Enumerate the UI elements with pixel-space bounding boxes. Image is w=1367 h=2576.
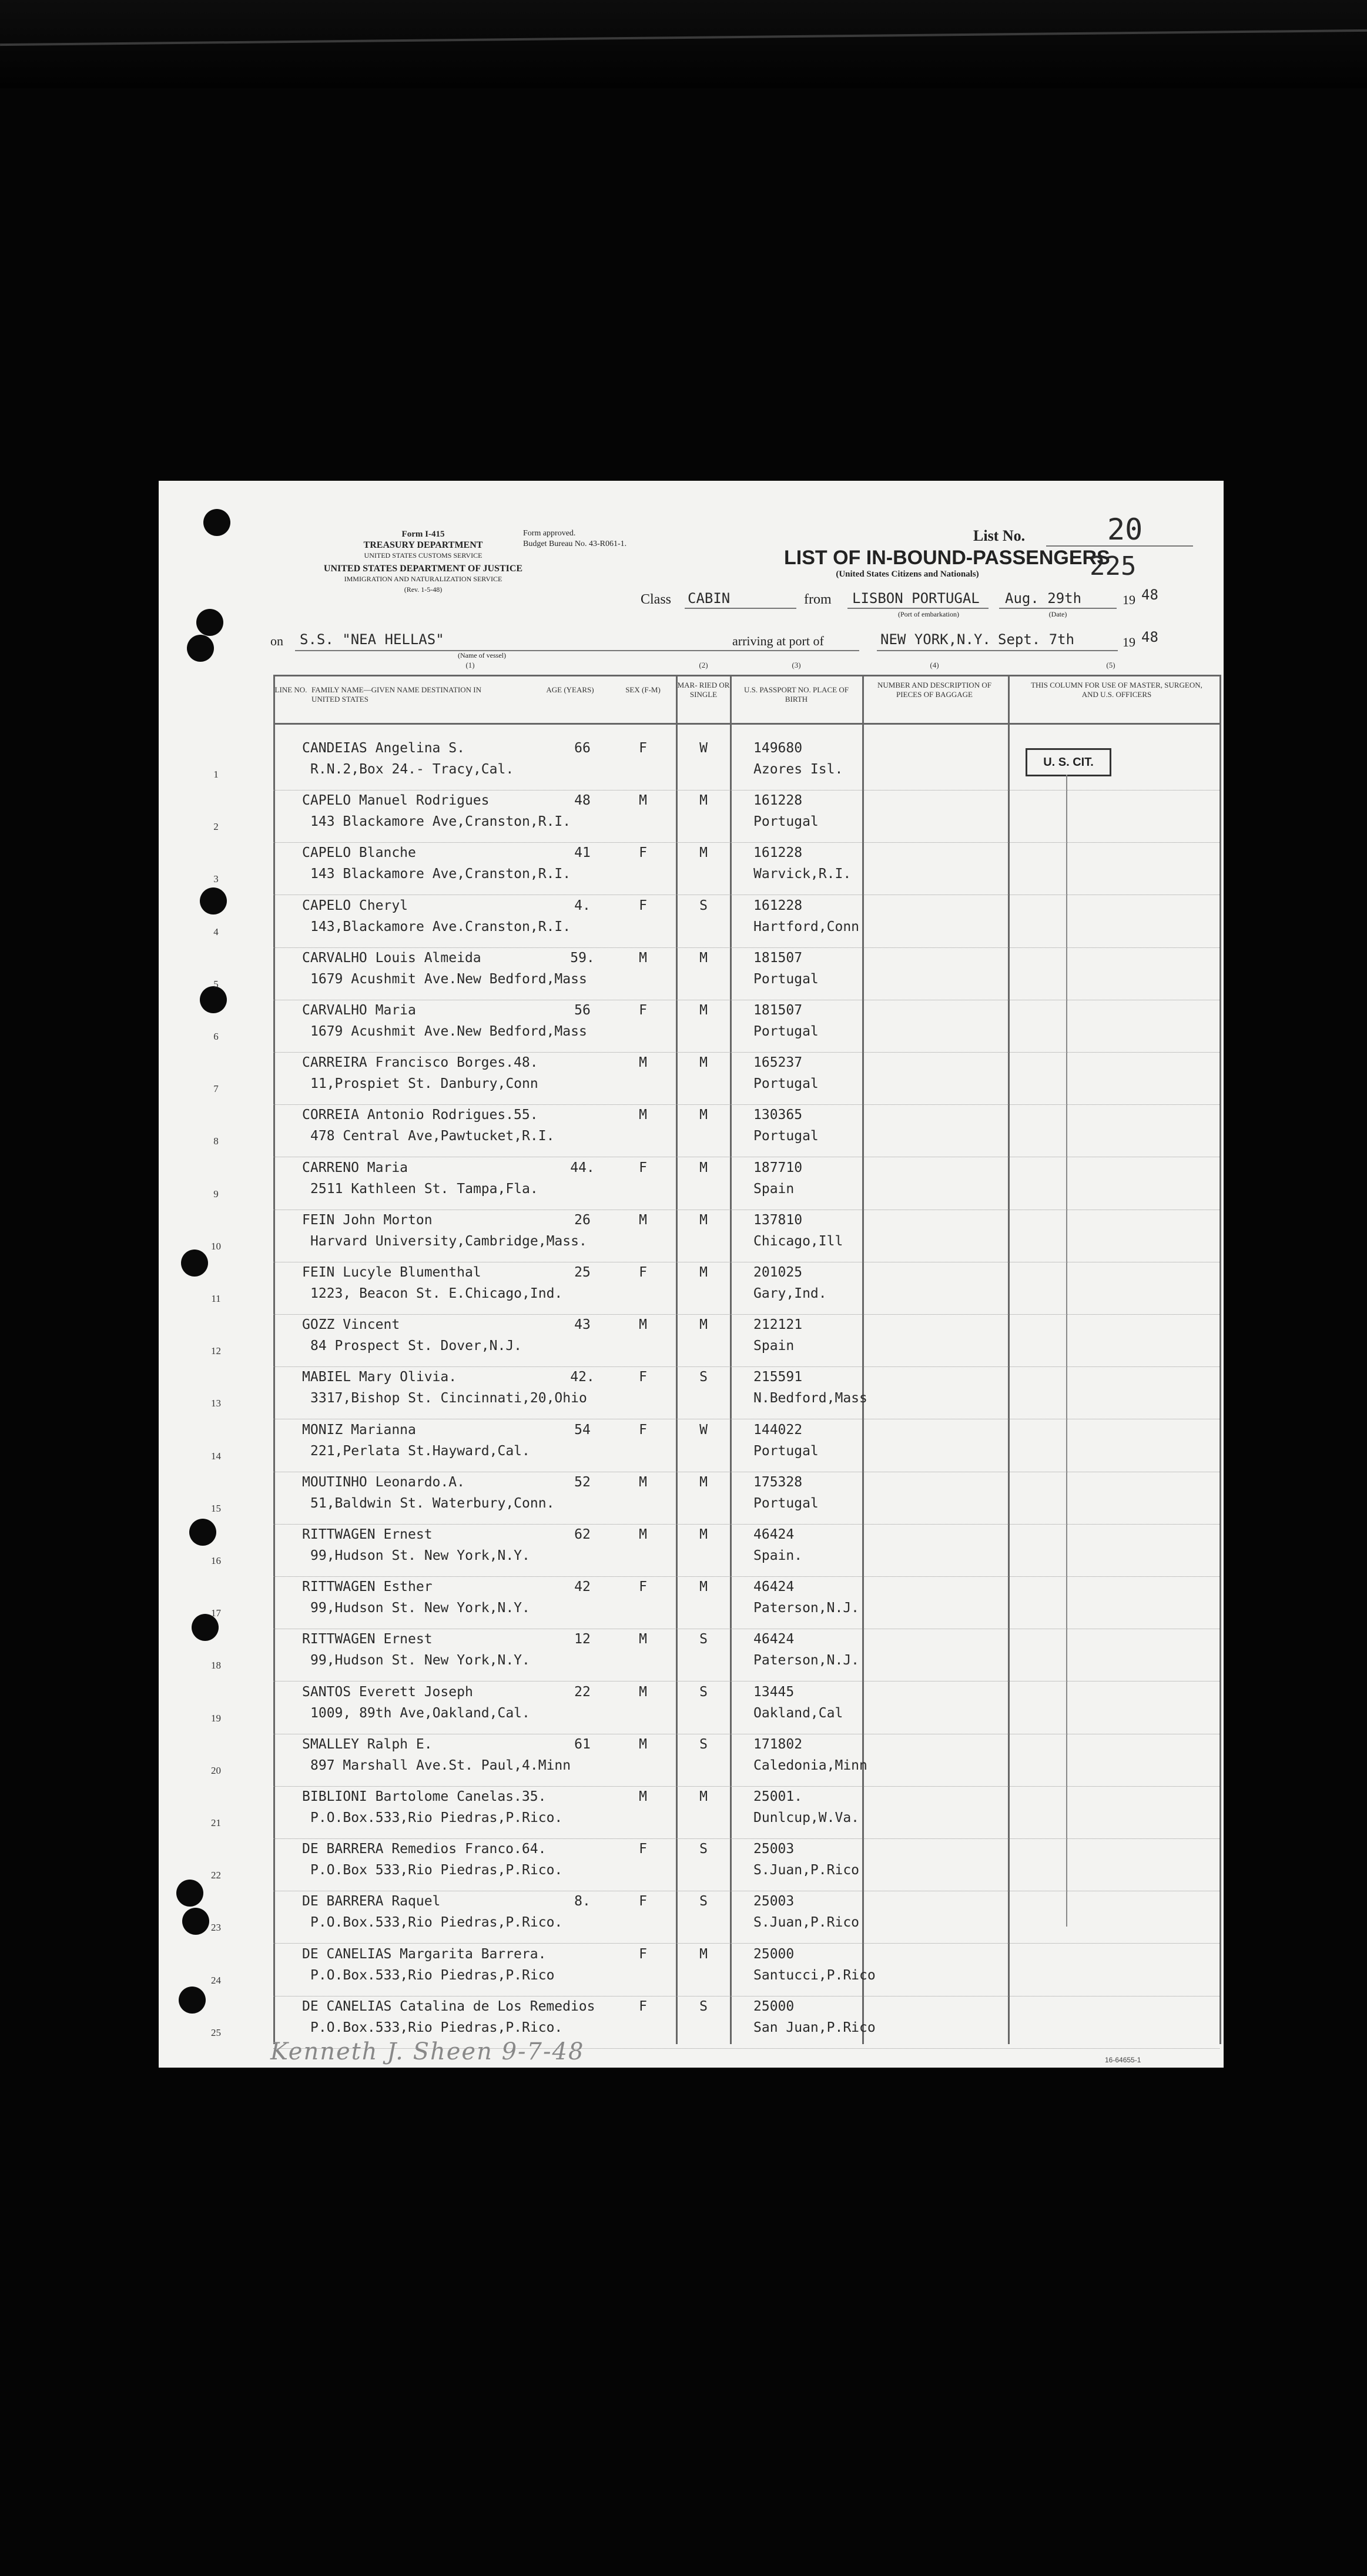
passport-number: 161228 xyxy=(753,897,803,913)
passenger-name: FEIN John Morton xyxy=(302,1212,433,1228)
passenger-sex: M xyxy=(639,1632,647,1647)
class-label: Class xyxy=(641,592,672,607)
marital-status: M xyxy=(699,1160,708,1175)
list-no-value: 20 xyxy=(1107,512,1143,547)
passport-number: 46424 xyxy=(753,1579,795,1595)
line-number: 1 xyxy=(213,769,219,780)
col-baggage: NUMBER AND DESCRIPTION OF PIECES OF BAGGAGE xyxy=(877,681,991,699)
passenger-sex: F xyxy=(639,897,647,913)
passport-number: 25000 xyxy=(753,1998,795,2014)
passenger-name: DE BARRERA Remedios Franco.64. xyxy=(302,1841,547,1857)
marital-status: M xyxy=(699,845,708,861)
destination-address: 99,Hudson St. New York,N.Y. xyxy=(310,1653,530,1669)
form-approved: Form approved. xyxy=(523,529,576,538)
place-of-birth: Caledonia,Minn xyxy=(753,1757,867,1773)
passenger-name: CAPELO Cheryl xyxy=(302,897,408,913)
form-number: Form I-415 xyxy=(401,530,445,539)
table-row xyxy=(159,1368,1224,1421)
passenger-name: SMALLEY Ralph E. xyxy=(302,1736,433,1752)
table-row xyxy=(159,1316,1224,1368)
passport-number: 130365 xyxy=(753,1107,803,1123)
passport-number: 25003 xyxy=(753,1841,795,1857)
row-rule xyxy=(273,1576,1219,1577)
on-label: on xyxy=(270,634,283,648)
col-num-1: (1) xyxy=(465,661,475,669)
passenger-name: MOUTINHO Leonardo.A. xyxy=(302,1474,465,1490)
passport-number: 25003 xyxy=(753,1894,795,1910)
marital-status: W xyxy=(699,1422,708,1438)
place-of-birth: S.Juan,P.Rico xyxy=(753,1863,860,1878)
table-row xyxy=(159,1106,1224,1158)
place-of-birth: Santucci,P.Rico xyxy=(753,1967,876,1983)
passenger-sex: F xyxy=(639,1894,647,1910)
marital-status: M xyxy=(699,1789,708,1804)
marital-status: S xyxy=(699,1632,708,1647)
passenger-sex: M xyxy=(639,1212,647,1228)
destination-address: P.O.Box.533,Rio Piedras,P.Rico. xyxy=(310,2019,563,2035)
marital-status: M xyxy=(699,1107,708,1123)
table-row xyxy=(159,1630,1224,1683)
place-of-birth: Spain xyxy=(753,1181,795,1197)
arrival-port: NEW YORK,N.Y. xyxy=(880,631,991,648)
row-rule xyxy=(273,1943,1219,1944)
line-number: 3 xyxy=(213,873,219,885)
place-of-birth: Dunlcup,W.Va. xyxy=(753,1810,860,1825)
table-row xyxy=(159,1054,1224,1106)
place-of-birth: Paterson,N.J. xyxy=(753,1600,860,1616)
passport-number: 212121 xyxy=(753,1317,803,1333)
passport-number: 201025 xyxy=(753,1265,803,1280)
line-number: 25 xyxy=(211,2026,221,2038)
arrival-year: 48 xyxy=(1141,629,1158,645)
passenger-age: 26 xyxy=(574,1212,591,1228)
passenger-name: CORREIA Antonio Rodrigues.55. xyxy=(302,1107,538,1123)
passenger-name: BIBLIONI Bartolome Canelas.35. xyxy=(302,1789,547,1804)
passenger-sex: M xyxy=(639,793,647,809)
passport-number: 161228 xyxy=(753,845,803,861)
passenger-sex: F xyxy=(639,1369,647,1385)
destination-address: P.O.Box.533,Rio Piedras,P.Rico xyxy=(310,1967,555,1983)
line-number: 6 xyxy=(213,1031,219,1042)
place-of-birth: Spain xyxy=(753,1338,795,1354)
place-of-birth: S.Juan,P.Rico xyxy=(753,1915,860,1931)
treasury-dept: TREASURY DEPARTMENT xyxy=(363,540,483,550)
col-num-4: (4) xyxy=(930,661,939,669)
line-number: 8 xyxy=(213,1135,219,1147)
port-embark-caption: (Port of embarkation) xyxy=(898,610,959,618)
place-of-birth: N.Bedford,Mass xyxy=(753,1391,867,1406)
passport-number: 46424 xyxy=(753,1632,795,1647)
line-number: 23 xyxy=(211,1922,221,1934)
destination-address: 143,Blackamore Ave.Cranston,R.I. xyxy=(310,919,571,934)
table-row xyxy=(159,844,1224,896)
passenger-name: CANDEIAS Angelina S. xyxy=(302,741,465,756)
destination-address: 478 Central Ave,Pawtucket,R.I. xyxy=(310,1128,555,1144)
line-number: 2 xyxy=(213,821,219,833)
passenger-list-document xyxy=(159,481,1224,2068)
passenger-sex: F xyxy=(639,1579,647,1595)
row-rule xyxy=(273,1314,1219,1315)
destination-address: 2511 Kathleen St. Tampa,Fla. xyxy=(310,1181,538,1197)
col-num-3: (3) xyxy=(792,661,801,669)
destination-address: P.O.Box.533,Rio Piedras,P.Rico. xyxy=(310,1810,563,1825)
marital-status: S xyxy=(699,1841,708,1857)
table-row xyxy=(159,1788,1224,1840)
passenger-age: 44. xyxy=(570,1160,595,1175)
line-number: 7 xyxy=(213,1083,219,1095)
marital-status: M xyxy=(699,950,708,966)
marital-status: S xyxy=(699,897,708,913)
passenger-sex: M xyxy=(639,1684,647,1700)
row-rule xyxy=(273,1996,1219,1997)
table-row xyxy=(159,1683,1224,1736)
row-rule xyxy=(273,1104,1219,1105)
scan-background xyxy=(0,0,1367,88)
place-of-birth: Portugal xyxy=(753,814,819,830)
destination-address: 99,Hudson St. New York,N.Y. xyxy=(310,1600,530,1616)
arriving-label: arriving at port of xyxy=(732,634,824,648)
passenger-age: 54 xyxy=(574,1422,591,1438)
departure-date: Aug. 29th xyxy=(1005,590,1082,607)
passenger-name: DE CANELIAS Catalina de Los Remedios xyxy=(302,1998,595,2014)
passenger-age: 48 xyxy=(574,793,591,809)
line-number: 15 xyxy=(211,1502,221,1514)
passenger-name: MONIZ Marianna xyxy=(302,1422,416,1438)
marital-status: M xyxy=(699,1055,708,1071)
passenger-sex: M xyxy=(639,1789,647,1804)
row-rule xyxy=(273,1838,1219,1839)
departure-year: 48 xyxy=(1141,587,1158,603)
row-rule xyxy=(273,947,1219,948)
customs-service: UNITED STATES CUSTOMS SERVICE xyxy=(364,551,483,560)
passenger-age: 22 xyxy=(574,1684,591,1700)
row-rule xyxy=(273,1366,1219,1367)
justice-dept: UNITED STATES DEPARTMENT OF JUSTICE xyxy=(323,564,523,574)
passenger-name: CARRENO Maria xyxy=(302,1160,408,1175)
line-number: 4 xyxy=(213,926,219,937)
us-citizen-stamp: U. S. CIT. xyxy=(1026,748,1111,776)
table-row xyxy=(159,1001,1224,1054)
passenger-sex: M xyxy=(639,1317,647,1333)
passenger-sex: F xyxy=(639,1003,647,1018)
marital-status: M xyxy=(699,1946,708,1962)
marital-status: S xyxy=(699,1369,708,1385)
passenger-name: CAPELO Manuel Rodrigues xyxy=(302,793,490,809)
line-number: 14 xyxy=(211,1450,221,1462)
marital-status: S xyxy=(699,1736,708,1752)
passenger-age: 41 xyxy=(574,845,591,861)
passport-number: 181507 xyxy=(753,1003,803,1018)
destination-address: 99,Hudson St. New York,N.Y. xyxy=(310,1548,530,1563)
passport-number: 25001. xyxy=(753,1789,803,1804)
passport-number: 137810 xyxy=(753,1212,803,1228)
destination-address: P.O.Box 533,Rio Piedras,P.Rico. xyxy=(310,1863,563,1878)
col-num-2: (2) xyxy=(699,661,708,669)
passport-number: 165237 xyxy=(753,1055,803,1071)
class-value: CABIN xyxy=(688,590,731,607)
row-rule xyxy=(273,842,1219,843)
line-number: 10 xyxy=(211,1240,221,1252)
passenger-name: CARVALHO Maria xyxy=(302,1003,416,1018)
place-of-birth: Portugal xyxy=(753,1024,819,1039)
date-caption: (Date) xyxy=(1048,610,1067,618)
passenger-age: 4. xyxy=(574,897,591,913)
passenger-name: CAPELO Blanche xyxy=(302,845,416,861)
page-title: LIST OF IN-BOUND-PASSENGERS xyxy=(784,547,1110,569)
place-of-birth: Oakland,Cal xyxy=(753,1705,843,1721)
col-line-no: LINE NO. xyxy=(274,685,307,694)
passenger-sex: M xyxy=(639,1474,647,1490)
passenger-age: 42. xyxy=(570,1369,595,1385)
budget-bureau: Budget Bureau No. 43-R061-1. xyxy=(523,540,627,548)
row-rule xyxy=(273,1524,1219,1525)
marital-status: S xyxy=(699,1998,708,2014)
from-label: from xyxy=(804,592,832,607)
col-age: AGE (YEARS) xyxy=(546,685,594,694)
destination-address: 1679 Acushmit Ave.New Bedford,Mass xyxy=(310,1024,587,1039)
passenger-age: 52 xyxy=(574,1474,591,1490)
vessel-name: S.S. "NEA HELLAS" xyxy=(300,631,444,648)
passenger-name: CARVALHO Louis Almeida xyxy=(302,950,481,966)
place-of-birth: Portugal xyxy=(753,1076,819,1092)
marital-status: M xyxy=(699,1212,708,1228)
passenger-age: 25 xyxy=(574,1265,591,1280)
destination-address: R.N.2,Box 24.- Tracy,Cal. xyxy=(310,762,514,777)
line-number: 11 xyxy=(211,1293,221,1304)
marital-status: W xyxy=(699,741,708,756)
marital-status: S xyxy=(699,1684,708,1700)
passenger-sex: M xyxy=(639,1055,647,1071)
line-number: 20 xyxy=(211,1764,221,1776)
arrival-date: Sept. 7th xyxy=(998,631,1075,648)
row-rule xyxy=(273,1052,1219,1053)
place-of-birth: Hartford,Conn xyxy=(753,919,860,934)
destination-address: Harvard University,Cambridge,Mass. xyxy=(310,1233,587,1249)
passenger-sex: M xyxy=(639,1736,647,1752)
line-number: 19 xyxy=(211,1712,221,1724)
print-code: 16-64655-1 xyxy=(1105,2056,1141,2064)
immigration-service: IMMIGRATION AND NATURALIZATION SERVICE xyxy=(344,575,502,583)
col-passport: U.S. PASSPORT NO. PLACE OF BIRTH xyxy=(743,685,849,704)
passenger-sex: M xyxy=(639,1527,647,1542)
destination-address: P.O.Box.533,Rio Piedras,P.Rico. xyxy=(310,1915,563,1931)
vessel-caption: (Name of vessel) xyxy=(458,651,506,659)
passport-number: 175328 xyxy=(753,1474,803,1490)
place-of-birth: Chicago,Ill xyxy=(753,1233,843,1249)
destination-address: 1009, 89th Ave,Oakland,Cal. xyxy=(310,1705,530,1721)
passenger-name: GOZZ Vincent xyxy=(302,1317,400,1333)
passenger-age: 62 xyxy=(574,1527,591,1542)
passenger-name: SANTOS Everett Joseph xyxy=(302,1684,473,1700)
passenger-sex: F xyxy=(639,1422,647,1438)
passenger-sex: F xyxy=(639,741,647,756)
passenger-name: RITTWAGEN Ernest xyxy=(302,1632,433,1647)
passport-number: 144022 xyxy=(753,1422,803,1438)
table-row xyxy=(159,1578,1224,1630)
port-of-embarkation: LISBON PORTUGAL xyxy=(852,590,980,607)
passport-number: 149680 xyxy=(753,741,803,756)
marital-status: M xyxy=(699,1579,708,1595)
table-top-rule xyxy=(273,675,1219,676)
marital-status: M xyxy=(699,1527,708,1542)
line-number: 24 xyxy=(211,1974,221,1986)
table-header-rule xyxy=(273,723,1219,725)
table-row xyxy=(159,1264,1224,1316)
passenger-sex: F xyxy=(639,1946,647,1962)
col-sex: SEX (F-M) xyxy=(625,685,661,694)
passenger-sex: F xyxy=(639,1160,647,1175)
place-of-birth: Gary,Ind. xyxy=(753,1286,827,1301)
destination-address: 51,Baldwin St. Waterbury,Conn. xyxy=(310,1495,555,1511)
col-name: FAMILY NAME—GIVEN NAME DESTINATION IN UNITED STATES xyxy=(311,685,482,704)
punch-hole xyxy=(187,635,214,662)
place-of-birth: Portugal xyxy=(753,1495,819,1511)
destination-address: 1223, Beacon St. E.Chicago,Ind. xyxy=(310,1286,563,1301)
table-row xyxy=(159,1526,1224,1578)
place-of-birth: Portugal xyxy=(753,1443,819,1459)
table-row xyxy=(159,1211,1224,1264)
table-row xyxy=(159,1840,1224,1892)
passenger-age: 61 xyxy=(574,1736,591,1752)
passenger-sex: M xyxy=(639,1107,647,1123)
punch-hole xyxy=(203,509,230,536)
col-officers: THIS COLUMN FOR USE OF MASTER, SURGEON, AND U.S. OFFICERS xyxy=(1031,681,1202,699)
table-row xyxy=(159,1945,1224,1998)
destination-address: 143 Blackamore Ave,Cranston,R.I. xyxy=(310,814,571,830)
line-number: 22 xyxy=(211,1870,221,1881)
place-of-birth: Portugal xyxy=(753,971,819,987)
inspector-signature: Kenneth J. Sheen 9-7-48 xyxy=(270,2038,585,2065)
table-row xyxy=(159,1892,1224,1945)
place-of-birth: San Juan,P.Rico xyxy=(753,2019,876,2035)
passenger-age: 56 xyxy=(574,1003,591,1018)
marital-status: M xyxy=(699,1474,708,1490)
passenger-name: RITTWAGEN Ernest xyxy=(302,1527,433,1542)
passenger-name: MABIEL Mary Olivia. xyxy=(302,1369,457,1385)
line-number: 21 xyxy=(211,1817,221,1828)
passenger-age: 43 xyxy=(574,1317,591,1333)
destination-address: 221,Perlata St.Hayward,Cal. xyxy=(310,1443,530,1459)
line-number: 5 xyxy=(213,978,219,990)
table-row xyxy=(159,1473,1224,1526)
passport-number: 25000 xyxy=(753,1946,795,1962)
destination-address: 897 Marshall Ave.St. Paul,4.Minn xyxy=(310,1757,571,1773)
place-of-birth: Paterson,N.J. xyxy=(753,1653,860,1669)
passenger-sex: F xyxy=(639,845,647,861)
page-subtitle: (United States Citizens and Nationals) xyxy=(836,570,979,579)
table-row xyxy=(159,1736,1224,1788)
passport-number: 187710 xyxy=(753,1160,803,1175)
table-row xyxy=(159,949,1224,1001)
line-number: 17 xyxy=(211,1607,221,1619)
passport-number: 215591 xyxy=(753,1369,803,1385)
passenger-age: 59. xyxy=(570,950,595,966)
marital-status: S xyxy=(699,1894,708,1910)
list-no-label: List No. xyxy=(973,527,1026,544)
table-row xyxy=(159,792,1224,844)
table-row xyxy=(159,1421,1224,1473)
passenger-name: DE BARRERA Raquel xyxy=(302,1894,441,1910)
passport-number: 13445 xyxy=(753,1684,795,1700)
passenger-age: 12 xyxy=(574,1632,591,1647)
table-row xyxy=(159,739,1224,792)
list-no-secondary: 225 xyxy=(1090,551,1137,581)
col-num-5: (5) xyxy=(1106,661,1115,669)
passenger-age: 8. xyxy=(574,1894,591,1910)
marital-status: M xyxy=(699,1003,708,1018)
passenger-name: CARREIRA Francisco Borges.48. xyxy=(302,1055,538,1071)
table-row xyxy=(159,897,1224,949)
punch-hole xyxy=(196,609,223,636)
form-revision: (Rev. 1-5-48) xyxy=(404,585,443,594)
marital-status: M xyxy=(699,1317,708,1333)
passenger-name: RITTWAGEN Esther xyxy=(302,1579,433,1595)
place-of-birth: Azores Isl. xyxy=(753,762,843,777)
line-number: 13 xyxy=(211,1398,221,1409)
line-number: 16 xyxy=(211,1555,221,1566)
passenger-sex: M xyxy=(639,950,647,966)
passenger-age: 66 xyxy=(574,741,591,756)
passenger-sex: F xyxy=(639,1998,647,2014)
passenger-age: 42 xyxy=(574,1579,591,1595)
passenger-name: FEIN Lucyle Blumenthal xyxy=(302,1265,481,1280)
destination-address: 143 Blackamore Ave,Cranston,R.I. xyxy=(310,866,571,882)
destination-address: 3317,Bishop St. Cincinnati,20,Ohio xyxy=(310,1391,587,1406)
line-number: 12 xyxy=(211,1345,221,1357)
table-row xyxy=(159,1159,1224,1211)
passport-number: 181507 xyxy=(753,950,803,966)
marital-status: M xyxy=(699,793,708,809)
departure-year-prefix: 19 xyxy=(1123,592,1135,607)
passenger-name: DE CANELIAS Margarita Barrera. xyxy=(302,1946,547,1962)
place-of-birth: Portugal xyxy=(753,1128,819,1144)
marital-status: M xyxy=(699,1265,708,1280)
passenger-sex: F xyxy=(639,1265,647,1280)
passport-number: 171802 xyxy=(753,1736,803,1752)
destination-address: 84 Prospect St. Dover,N.J. xyxy=(310,1338,522,1354)
destination-address: 1679 Acushmit Ave.New Bedford,Mass xyxy=(310,971,587,987)
place-of-birth: Spain. xyxy=(753,1548,803,1563)
row-rule xyxy=(273,1786,1219,1787)
passport-number: 46424 xyxy=(753,1527,795,1542)
passport-number: 161228 xyxy=(753,793,803,809)
line-number: 9 xyxy=(213,1188,219,1200)
col-married: MAR- RIED OR SINGLE xyxy=(677,681,730,699)
arrival-year-prefix: 19 xyxy=(1123,635,1135,649)
line-number: 18 xyxy=(211,1660,221,1671)
passenger-sex: F xyxy=(639,1841,647,1857)
place-of-birth: Warvick,R.I. xyxy=(753,866,852,882)
destination-address: 11,Prospiet St. Danbury,Conn xyxy=(310,1076,538,1092)
